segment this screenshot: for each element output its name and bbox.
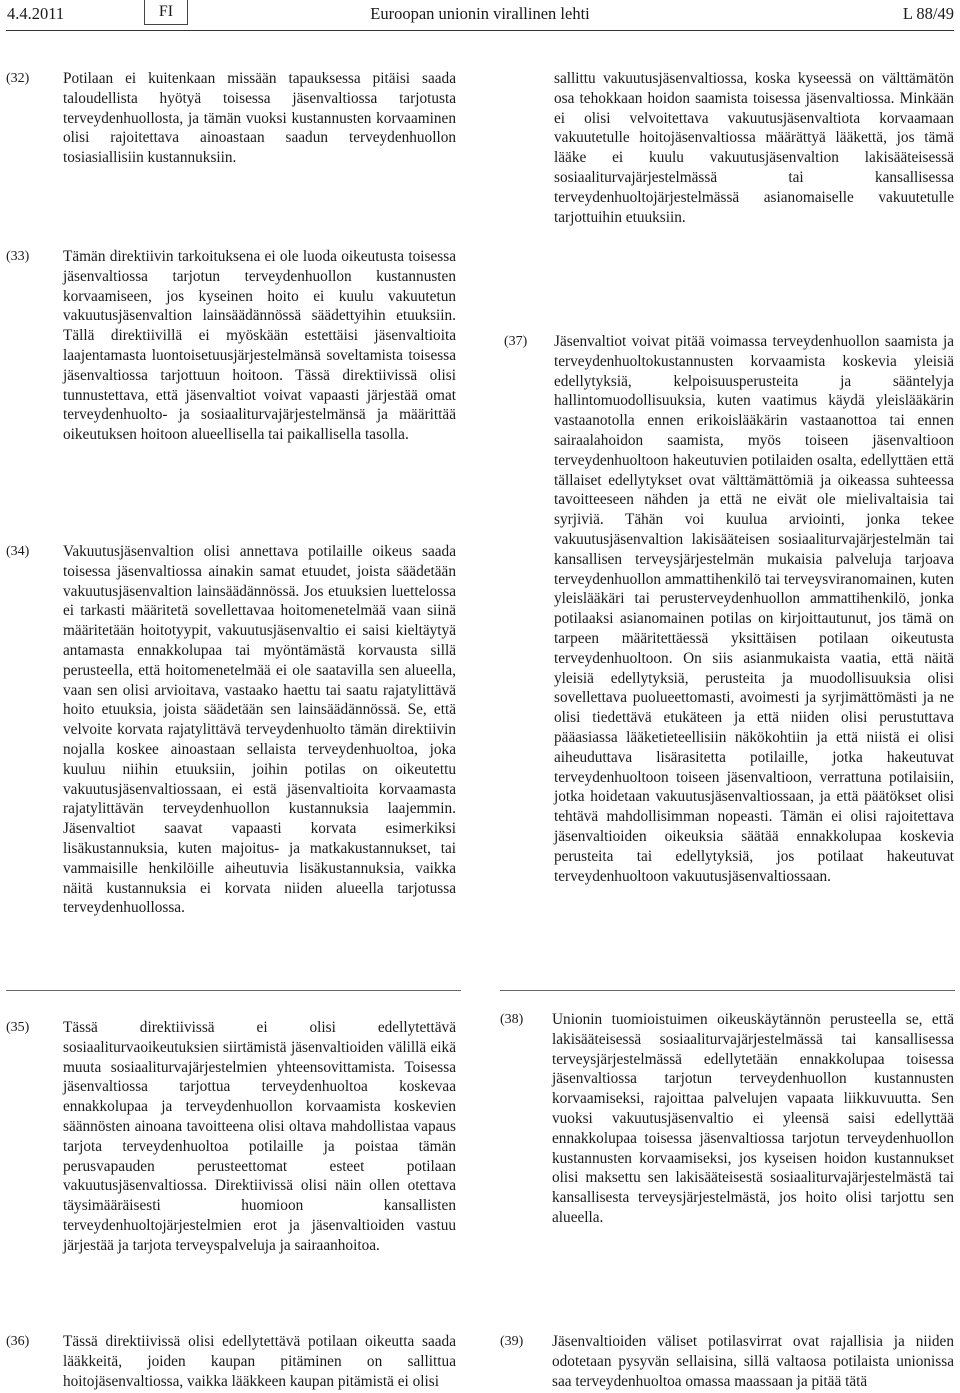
recital-33: [6, 247, 456, 445]
recital-34: [6, 542, 456, 918]
section-separator-right: [500, 990, 955, 991]
recital-number: (32): [6, 71, 30, 86]
recital-number: (38): [500, 1012, 524, 1027]
recital-number: (37): [504, 334, 528, 349]
recital-text: Jäsenvaltiot voivat pitää voimassa terveydenhuollon saamista ja terveydenhuoltokustannusten korvaamista koskevia yleisiä edellytyksiä, kelpoisuusperusteita ja sääntelyja hallintomuodollisuuksia, kuten vaatimus käydä yleislääkärin vastaanotolla ennen erikoislääkärin vastaanottoa tai ennen sairaalahoidon saamista, myös toiseen jäsenvaltioon terveydenhuoltoon hakeutuvien potilaiden osalta, edellyttäen että tällaiset edellytykset ovat välttämättömiä ja oikeassa suhteessa tavoitteeseen nähden ja että ne eivät ole mielivaltaisia tai syrjiviä. Tähän voi kuulua arviointi, jonka tekee vakuutusjäsenvaltion lakisääteisen sosiaaliturvajärjestelmän tai kansallisen terveysjärjestelmän mukaisia palveluja tarjoava terveydenhuollon ammattihenkilö tai terveysviranomainen, kuten yleislääkäri tai perusterveydenhuollon ammattihenkilö, jonka potilaaksi asianomainen potilas on kirjoittautunut, jos tämä on tarpeen määritettäessä yksittäisen potilaan oikeutusta terveydenhuoltoon. On siis asianmukaista vaatia, että näitä yleisiä edellytyksiä, perusteita ja muodollisuuksia olisi sovellettava puolueettomasti, avoimesti ja syrjimättömästi ja ne olisi tiedettävä etukäteen ja että niiden olisi perustuttava pääasiassa lääketieteellisiin näkökohtiin ja että niistä ei olisi aiheuduttava lisärasitetta potilaille, jotka hakeutuvat terveydenhuoltoon toiseen jäsenvaltioon, verrattuna potilaisiin, jotka hoidetaan vakuutusjäsenvaltiossaan, ja että päätökset olisi tehtävä mahdollisimman nopeasti. Tämän ei olisi rajoitettava jäsenvaltioiden oikeuksia säätää ennakkolupaa koskevia perusteita tai edellytyksiä, jos potilaat hakeutuvat terveydenhuoltoon vakuutusjäsenvaltiossaan.: [554, 333, 954, 885]
page-header: [0, 0, 960, 28]
recital-text: Tämän direktiivin tarkoituksena ei ole luoda oikeutusta toisessa jäsenvaltiossa tarjotun terveydenhuollon kustannusten korvaamiseen, jos kyseinen hoito ei kuulu vakuutetun vakuutusjäsenvaltion lainsäädännössä säädettyihin etuuksiin. Tällä direktiivillä ei myöskään estettäisi jäsenvaltioita laajentamasta luontoisetuusjärjestelmänsä soveltamista toisessa jäsenvaltiossa tarjottuun hoitoon. Tässä direktiivissä olisi tunnustettava, että jäsenvaltiot voivat vapaasti järjestää omat terveydenhuolto- ja sosiaaliturvajärjestelmänsä ja määrittää oikeutuksen hoitoon alueellisella tai paikallisella tasolla.: [63, 248, 456, 444]
recital-text: Tässä direktiivissä ei olisi edellytettävä sosiaaliturvaoikeutuksien siirtämistä jäsenvaltioiden välillä eikä muuta sosiaaliturvajärjestelmien yhteensovittamista. Toisessa jäsenvaltiossa tarjottua terveydenhuoltoa koskevaa ennakkolupaa ja terveydenhuollon korvaamista koskevien säännösten ainoana tavoitteena olisi oltava mahdollistaa vapaus tarjota terveydenhuoltoa potilaille ja poistaa tämän perusvapauden perusteettomat esteet potilaan vakuutusjäsenvaltiossa. Direktiivissä olisi näin ollen otettava täysimääräisesti huomioon kansallisten terveydenhuoltojärjestelmien erot ja jäsenvaltioiden vastuu järjestää ja tarjota terveyspalveluja ja sairaanhoitoa.: [63, 1019, 456, 1254]
recital-text: Unionin tuomioistuimen oikeuskäytännön perusteella se, että lakisääteisessä sosiaaliturvajärjestelmässä tai kansallisessa terveysjärjestelmässä edellytetään ennakkolupaa toisessa jäsenvaltiossa tarjotun terveydenhuollon kustannusten korvaamiseksi, rajoittaa palvelujen vapaata liikkuvuutta. Sen vuoksi vakuutusjäsenvaltio ei yleensä saisi edellyttää ennakkolupaa toisessa jäsenvaltiossa tarjotun terveydenhuollon kustannusten korvaamiseksi, jos kyseisen hoidon kustannukset olisi maksettu sen lakisääteisestä sosiaaliturvajärjestelmästä tai kansallisesta terveysjärjestelmästä, jos hoito olisi tarjottu sen alueella.: [552, 1011, 954, 1226]
recital-number: (39): [500, 1334, 524, 1349]
recital-text: Jäsenvaltioiden väliset potilasvirrat ovat rajallisia ja niiden odotetaan pysyvän sellaisina, sillä valtaosa potilaista unionissa saa terveydenhuoltoa omassa maassaan ja pitää tätä: [552, 1333, 954, 1390]
recital-number: (36): [6, 1334, 30, 1349]
recital-39: [500, 1332, 954, 1391]
recital-35: [6, 1018, 456, 1256]
recital-number: (35): [6, 1020, 30, 1035]
section-separator-left: [6, 990, 461, 991]
recital-number: (33): [6, 249, 30, 264]
page-reference: L 88/49: [902, 4, 954, 23]
header-rule: [6, 30, 954, 31]
recital-36: [6, 1332, 456, 1391]
recital-32: [6, 69, 456, 168]
recital-text: Potilaan ei kuitenkaan missään tapauksessa pitäisi saada taloudellista hyötyä toisessa jäsenvaltiossa tarjotusta terveydenhuollosta, ja tämän vuoksi kustannusten korvaaminen olisi rajoitettava ainoastaan saadun terveydenhuollon tosiasiallisiin kustannuksiin.: [63, 70, 456, 167]
recital-36-continuation: sallittu vakuutusjäsenvaltiossa, koska kyseessä on välttämätön osa tehokkaan hoidon saamista toisessa jäsenvaltiossa. Minkään ei olisi velvoitettava vakuutusjäsenvaltiota korvaamaan vakuutetulle hoitojäsenvaltiossa määrättyä lääkettä, jos tämä lääke ei kuulu vakuutusjäsenvaltion lakisääteisessä sosiaaliturvajärjestelmässä tai kansallisessa terveydenhuoltojärjestelmässä asianomaiselle vakuutetulle tarjottuihin etuuksiin.: [554, 70, 954, 226]
recital-number: (34): [6, 544, 30, 559]
recital-38: [500, 1010, 954, 1228]
recital-text: Tässä direktiivissä olisi edellytettävä potilaan oikeutta saada lääkkeitä, joiden kaupan pitäminen on sallittua hoitojäsenvaltiossa, vaikka lääkkeen kaupan pitämistä ei olisi: [63, 1333, 456, 1390]
language-code-box: FI: [144, 0, 188, 25]
recital-37: [504, 332, 954, 886]
journal-title: Euroopan unionin virallinen lehti: [370, 4, 590, 23]
publication-date: 4.4.2011: [7, 4, 65, 23]
recital-text: Vakuutusjäsenvaltion olisi annettava potilaille oikeus saada toisessa jäsenvaltiossa ainakin samat etuudet, joista säädetään vakuutusjäsenvaltion lainsäädännössä. Jos etuuksien luettelossa ei tarkasti määritetä sovellettavaa hoitomenetelmää vaan siinä määritetään hoitotyypit, vakuutusjäsenvaltio ei saisi kieltäytyä antamasta ennakkolupaa tai myöntämästä korvausta sillä perusteella, että hoitomenetelmää ei ole saatavilla sen alueella, vaan sen olisi arvioitava, vastaako haettu tai saatu rajatylittävä hoito etuuksia, joista säädetään sen lainsäädännössä. Se, että velvoite korvata rajatylittävä terveydenhuolto tämän direktiivin nojalla koskee ainoastaan sellaista terveydenhuoltoa, joka kuuluu niihin etuuksiin, joihin potilas on oikeutettu vakuutusjäsenvaltiossaan, ei estä jäsenvaltioita korvaamasta rajatylittävän terveydenhuollon kustannuksia laajemmin. Jäsenvaltiot saavat vapaasti korvata esimerkiksi lisäkustannuksia, kuten majoitus- ja matkakustannukset, tai vammaisille henkilöille aiheutuvia lisäkustannuksia, vaikka näitä kustannuksia ei korvata niiden alueella tarjotussa terveydenhuollossa.: [63, 543, 456, 917]
